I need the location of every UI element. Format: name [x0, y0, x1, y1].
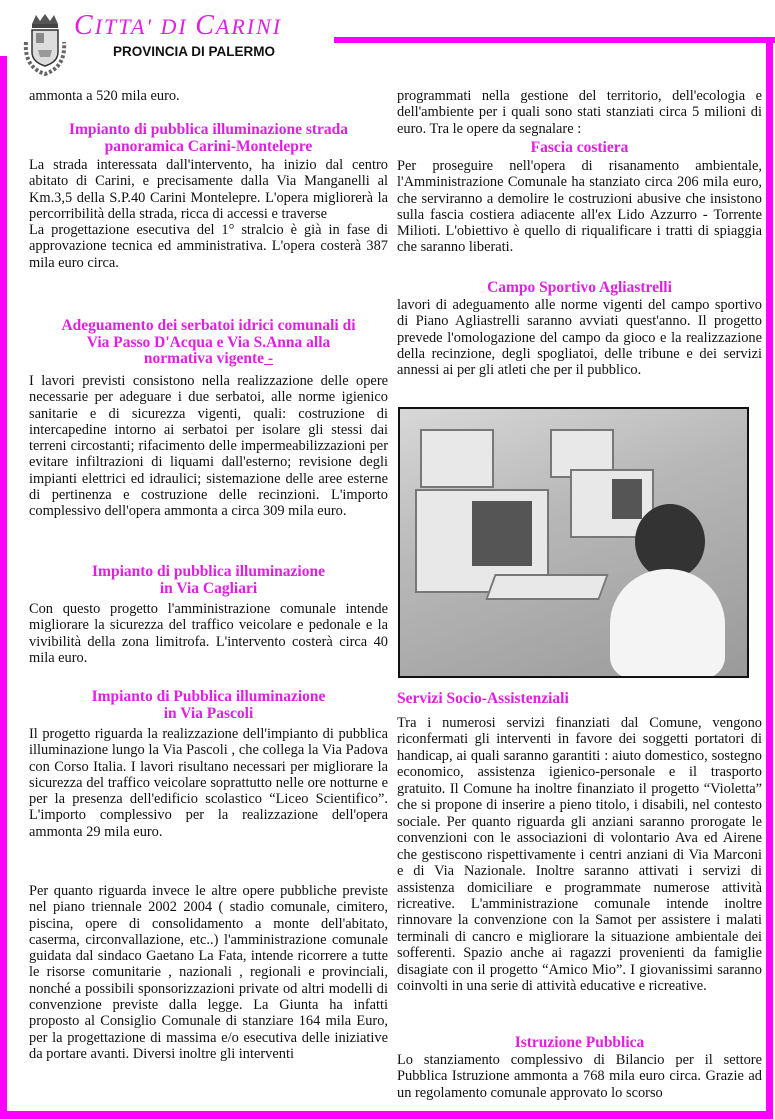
heading-line: Impianto di Pubblica illuminazione [91, 688, 326, 705]
heading-via-cagliari [29, 564, 388, 597]
right-intro: programmati nella gestione del territorio, dell'ecologia e dell'ambiente per i quali sono stati stanziati circa 5 milioni di euro. Tra le opere da segnalare : [397, 88, 762, 137]
section-body [29, 157, 388, 271]
heading-serbatoi-idrici [29, 318, 388, 368]
heading-line: in Via Cagliari [159, 579, 258, 597]
paragraph: Tra i numerosi servizi finanziati dal Comune, vengono riconfermati gli interventi in favore dei soggetti portatori di handicap, ai quali saranno garantiti : aiuto domestico, sostegno economico, assistenza igienico-personale e il trasporto gratuito. Il Comune ha inoltre finanziato il progetto “Violetta” che si propone di inserire a pieno titolo, i disabili, nel contesto sociale. Per quanto riguarda gli anziani saranno prorogate le convenzioni con le associazioni di volontario Ava ed Airene che gestiscono rispettivamente i centri anziani di Via Marconi e di Via Nazionale. Inoltre saranno attivati i servizi di assistenza domiciliare e programmate numerose attività ricreative. L'amministrazione comunale intende inoltre rinnovare la convenzione con la Samot per assistere i malati terminali di cancro e migliorare la situazione ambientale dei sofferenti. Spazio anche ai ragazzi provenienti da famiglie disagiate con il progetto “Amico Mio”. I giovanissimi saranno coinvolti in una serie di attività educative e ricreative. [397, 715, 762, 995]
section-body [29, 601, 388, 666]
section-body [29, 373, 388, 520]
coat-of-arms-icon [22, 12, 68, 78]
frame-left-rule [0, 56, 7, 1119]
person-shape [635, 504, 705, 579]
paragraph: Il progetto riguarda la realizzazione dell'impianto di pubblica illuminazione lungo la Via Pascoli , che collega la Via Padova con Corso Italia. I lavori risultano necessari per migliorare la sicurezza del traffico veicolare soprattutto nelle ore notturne e per la presenza dell'edificio scolastico “Liceo Scientifico”. L'importo complessivo per la realizzazione dell'opera ammonta 29 mila euro. [29, 726, 388, 840]
page-subtitle: PROVINCIA DI PALERMO [113, 44, 276, 59]
section-body [397, 1052, 762, 1101]
paragraph: La strada interessata dall'intervento, ha inizio dal centro abitato di Carini, e precisamente dalla Via Manganelli al Km.3,5 della S.P.40 Carini Montelepre. L'opera migliorerà la percorribilità della strada, ricca di accessi e traverse [29, 157, 388, 222]
section-body [29, 726, 388, 840]
paragraph: lavori di adeguamento alle norme vigenti del campo sportivo di Piano Agliastrelli saranno avviati quest'anno. Il progetto prevede l'omologazione del campo da gioco e la realizzazione della recinzione, degli spogliatoi, delle tribune e dei servizi annessi ai per gli atleti che per il pubblico. [397, 297, 762, 379]
heading-line: in Via Pascoli [163, 704, 254, 722]
heading-servizi-socio-assistenziali: Servizi Socio-Assistenziali [397, 690, 569, 707]
heading-line: Impianto di pubblica illuminazione strada [68, 121, 349, 138]
heading-line: Impianto di pubblica illuminazione [92, 563, 325, 580]
page-title: CITTA' DI CARINI [74, 10, 283, 41]
left-intro: ammonta a 520 mila euro. [29, 88, 180, 104]
frame-top-rule [334, 37, 775, 43]
section-body [397, 715, 762, 995]
heading-line: Adeguamento dei serbatoi idrici comunali di [61, 317, 356, 334]
section-body [397, 297, 762, 378]
heading-line: Via Passo D'Acqua e Via S.Anna alla [86, 333, 331, 351]
keyboard-shape [485, 574, 608, 600]
heading-campo-sportivo: Campo Sportivo Agliastrelli [487, 279, 672, 296]
paragraph: La progettazione esecutiva del 1° stralcio è già in fase di approvazione tecnica ed amministrativa. L'opera costerà 387 mila euro circa. [29, 222, 388, 271]
heading-fascia-costiera: Fascia costiera [530, 139, 629, 156]
frame-bottom-rule [0, 1111, 773, 1119]
frame-right-rule [766, 38, 773, 1119]
heading-istruzione-pubblica: Istruzione Pubblica [514, 1034, 645, 1051]
heading-via-pascoli [29, 689, 388, 722]
closing-paragraph: Per quanto riguarda invece le altre opere pubbliche previste nel piano triennale 2002 2004 ( stadio comunale, cimitero, piscina, opere di consolidamento a monte dell'abitato, caserma, circonvallazione, etc..) l'amministrazione comunale guidata dal sindaco Gaetano La Fata, intende ricorrere a tutte le risorse comunitarie , nazionali , regionali e provinciali, nonché a possibili sponsorizzazioni private od altri modelli di convenzione previste dalla legge. La Giunta ha infatti proposto al Consiglio Comunale di stanziare 164 mila Euro, per la progettazione di massima e/o esecutiva delle iniziative da portare avanti. Diversi inoltre gli interventi [29, 883, 388, 1062]
heading-illuminazione-panoramica [29, 122, 388, 155]
paragraph: I lavori previsti consistono nella realizzazione delle opere necessarie per adeguare i due serbatoi, alle norme igienico sanitarie e di sicurezza vigenti, quali: costruzione di intercapedine intorno ai serbatoi per isolare gli stessi dai terreni circostanti; rifacimento delle impermeabilizzazioni per evitare infiltrazioni di liquami dall'esterno; revisione degli impianti elettrici ed idraulici; sistemazione delle aree esterne di pertinenza e costruzione delle recinzioni. L'importo complessivo dell'opera ammonta a circa 309 mila euro. [29, 373, 388, 520]
person-shape [610, 569, 725, 678]
monitor-shape [420, 429, 494, 488]
paragraph: Con questo progetto l'amministrazione comunale intende migliorare la sicurezza del traffico veicolare e pedonale e la vivibilità della zona limitrofa. L'intervento costerà circa 40 mila euro. [29, 601, 388, 666]
computer-classroom-photo [398, 407, 749, 678]
paragraph: Lo stanziamento complessivo di Bilancio per il settore Pubblica Istruzione ammonta a 768 mila euro circa. Grazie ad un regolamento comunale approvato lo scorso [397, 1052, 762, 1101]
section-body [397, 158, 762, 256]
heading-line: normativa vigente - [143, 350, 274, 367]
heading-line: panoramica Carini-Montelepre [104, 137, 313, 155]
paragraph: Per proseguire nell'opera di risanamento ambientale, l'Amministrazione Comunale ha stanziato circa 206 mila euro, che serviranno a demolire le costruzioni abusive che insistono sulla fascia costiera adiacente all'ex Lido Azzurro - Torrente Milioti. L'obiettivo è quello di riqualificare i tratti di spiaggia che saranno liberati. [397, 158, 762, 256]
